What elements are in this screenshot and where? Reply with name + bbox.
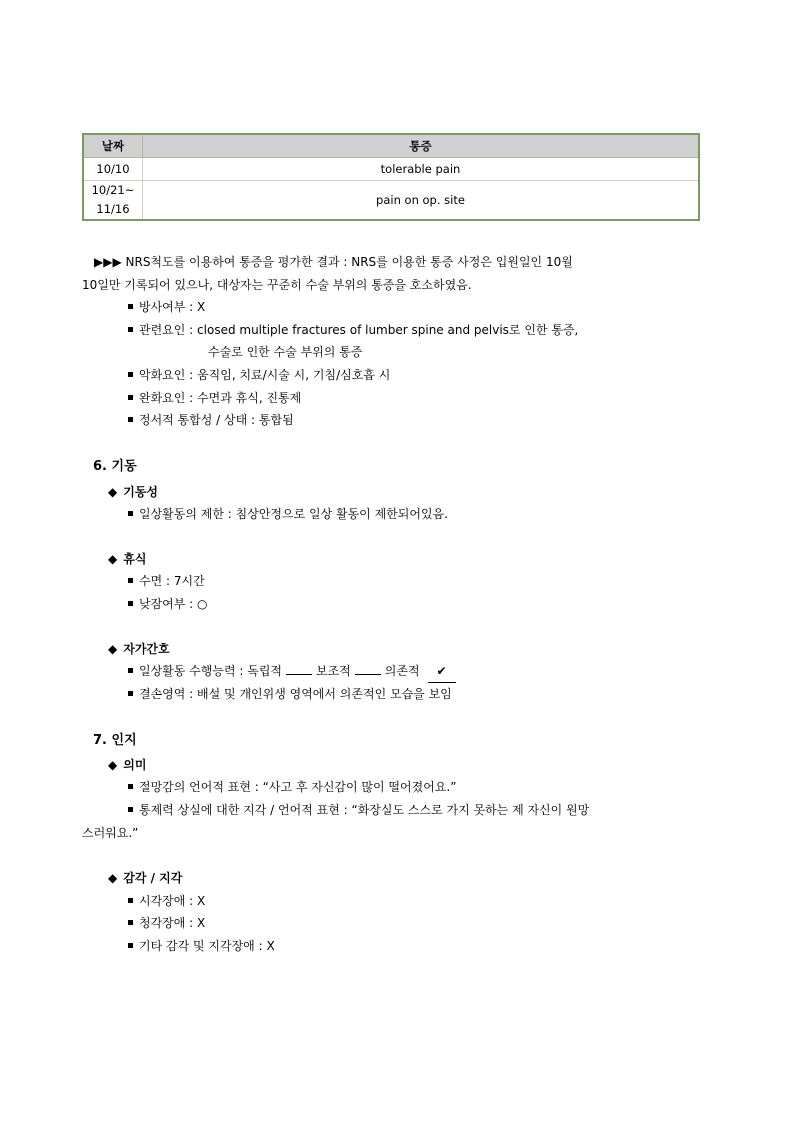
sensory-visual: 시각장애 : X: [128, 890, 205, 912]
table-header-pain: 통증: [143, 134, 700, 158]
bullet-icon: [128, 691, 133, 696]
sensory-other: 기타 감각 및 지각장애 : X: [128, 935, 275, 957]
bullet-icon: [128, 417, 133, 422]
bullet-icon: [128, 304, 133, 309]
pain-aggravating: 악화요인 : 움직임, 치료/시술 시, 기침/심호흡 시: [128, 364, 390, 386]
bullet-icon: [128, 511, 133, 516]
nrs-summary-line1: ▶▶▶ NRS척도를 이용하여 통증을 평가한 결과 : NRS를 이용한 통증 사정은 입원일인 10월: [94, 255, 573, 269]
bullet-icon: [128, 578, 133, 583]
bullet-icon: [128, 898, 133, 903]
pain-emotional: 정서적 통합성 / 상태 : 통합됨: [128, 409, 294, 431]
table-header-date: 날짜: [83, 134, 143, 158]
pain-relieving: 완화요인 : 수면과 휴식, 진통제: [128, 387, 301, 409]
section-7-title: 7. 인지: [93, 733, 137, 748]
meaning-heading: ◆ 의미: [108, 754, 146, 776]
table-row: [83, 158, 699, 181]
bullet-icon: [128, 327, 133, 332]
selfcare-heading: ◆ 자가간호: [108, 638, 170, 660]
rest-nap: 낮잠여부 : ○: [128, 593, 208, 615]
rest-heading: ◆ 휴식: [108, 548, 146, 570]
pain-related-factors: 관련요인 : closed multiple fractures of lumber spine and pelvis로 인한 통증,: [128, 319, 578, 341]
independent-blank: [286, 660, 312, 675]
bullet-icon: [128, 943, 133, 948]
bullet-icon: [128, 784, 133, 789]
diamond-icon: ◆: [108, 758, 118, 772]
sensory-heading: ◆ 감각 / 지각: [108, 867, 182, 889]
diamond-icon: ◆: [108, 552, 118, 566]
bullet-icon: [128, 807, 133, 812]
table-cell-pain: tolerable pain: [143, 158, 700, 181]
table-cell-date: 10/10: [83, 158, 143, 181]
meaning-despair: 절망감의 언어적 표현 : “사고 후 자신감이 많이 떨어졌어요.”: [128, 776, 456, 798]
table-cell-pain: pain on op. site: [143, 181, 700, 221]
rest-sleep: 수면 : 7시간: [128, 570, 205, 592]
bullet-icon: [128, 395, 133, 400]
selfcare-deficit: 결손영역 : 배설 및 개인위생 영역에서 의존적인 모습을 보임: [128, 683, 452, 705]
mobility-limit: 일상활동의 제한 : 침상안정으로 일상 활동이 제한되어있음.: [128, 503, 448, 525]
bullet-icon: [128, 668, 133, 673]
diamond-icon: ◆: [108, 642, 118, 656]
date-end: 11/16: [96, 202, 130, 216]
nrs-summary: [82, 251, 682, 297]
meaning-control-loss: 통제력 상실에 대한 지각 / 언어적 표현 : “화장실도 스스로 가지 못하는 제 자신이 원망: [128, 799, 589, 821]
sensory-hearing: 청각장애 : X: [128, 912, 205, 934]
table-cell-date: [83, 181, 143, 221]
bullet-icon: [128, 601, 133, 606]
date-start: 10/21~: [91, 183, 135, 197]
pain-radiation: 방사여부 : X: [128, 296, 205, 318]
dependent-check-icon: ✔: [428, 660, 456, 683]
bullet-icon: [128, 920, 133, 925]
pain-related-factors-cont: 수술로 인한 수술 부위의 통증: [208, 345, 363, 359]
assist-blank: [355, 660, 381, 675]
meaning-control-loss-cont: 스러워요.”: [82, 826, 139, 840]
nrs-summary-line2: 10일만 기록되어 있으나, 대상자는 꾸준히 수술 부위의 통증을 호소하였음.: [82, 278, 472, 292]
table-row: [83, 181, 699, 221]
pain-table: [82, 133, 700, 221]
section-6-title: 6. 기동: [93, 459, 137, 474]
selfcare-ability: 일상활동 수행능력 : 독립적 보조적 의존적 ✔: [128, 660, 456, 683]
diamond-icon: ◆: [108, 871, 118, 885]
mobility-heading: ◆ 기동성: [108, 481, 158, 503]
bullet-icon: [128, 372, 133, 377]
diamond-icon: ◆: [108, 485, 118, 499]
